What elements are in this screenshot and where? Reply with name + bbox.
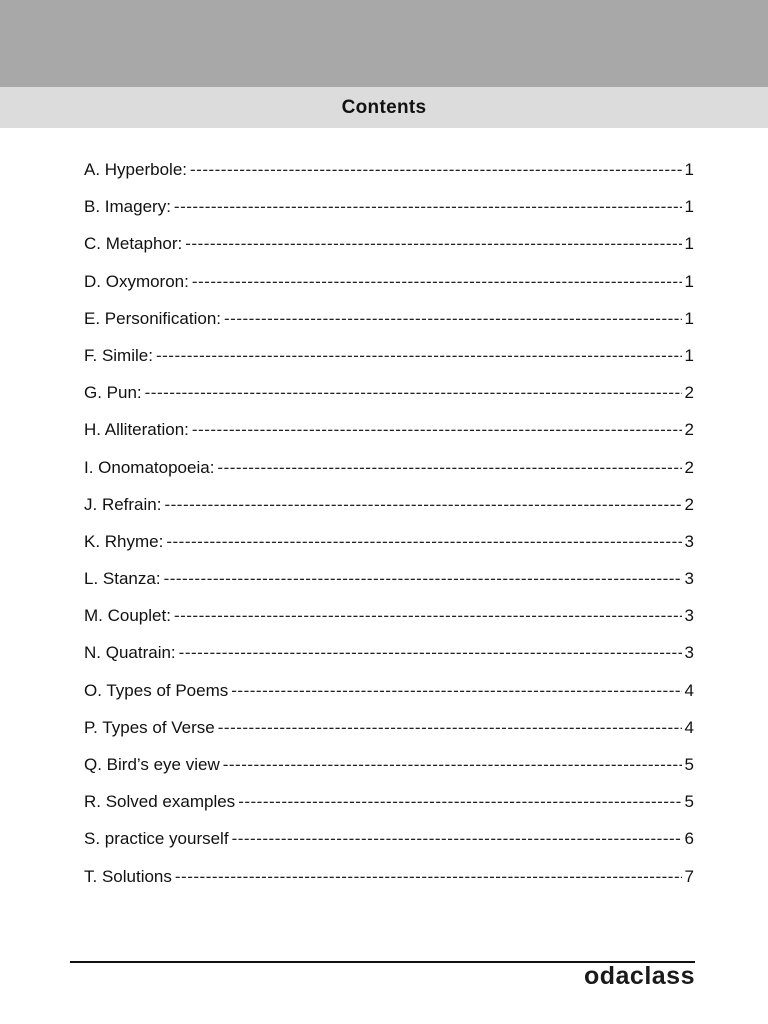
toc-entry-label: L. Stanza: (84, 569, 161, 589)
toc-entry[interactable] (84, 523, 694, 560)
toc-entry-page-number: 1 (684, 160, 694, 179)
toc-entry[interactable] (84, 263, 694, 300)
toc-entry[interactable] (84, 337, 694, 374)
toc-entry-label: D. Oxymoron: (84, 271, 189, 291)
toc-entry-label: S. practice yourself (84, 829, 229, 849)
toc-entry-label: R. Solved examples (84, 792, 236, 812)
toc-entry[interactable] (84, 858, 694, 895)
page-title: Contents (341, 96, 427, 118)
toc-entry[interactable] (84, 709, 694, 746)
toc-entry-page-number: 3 (684, 531, 694, 551)
toc-entry[interactable] (84, 820, 694, 857)
brand-logo: odaclass (583, 962, 695, 990)
toc-entry-label: F. Simile: (84, 345, 153, 365)
toc-dot-leader (145, 374, 682, 411)
toc-entry-page-number: 6 (684, 829, 694, 849)
toc-entry-page-number: 2 (684, 420, 694, 440)
toc-entry-page-number: 2 (684, 494, 694, 514)
toc-entry[interactable] (84, 188, 694, 225)
toc-entry-page-number: 5 (684, 792, 694, 812)
toc-dot-leader (179, 634, 682, 671)
toc-entry[interactable] (84, 151, 694, 188)
toc-entry-page-number: 3 (684, 606, 694, 626)
toc-entry[interactable] (84, 486, 694, 523)
toc-entry-label: Q. Bird’s eye view (84, 755, 220, 774)
toc-entry-page-number: 4 (684, 717, 694, 737)
toc-dot-leader (190, 151, 682, 188)
toc-entry[interactable] (84, 225, 694, 262)
toc-dot-leader (232, 820, 682, 857)
toc-dot-leader (185, 225, 681, 262)
toc-entry-label: K. Rhyme: (84, 531, 164, 551)
toc-dot-leader (223, 746, 682, 783)
toc-entry-page-number: 5 (684, 755, 694, 774)
toc-entry-label: B. Imagery: (84, 197, 171, 217)
toc-entry-label: P. Types of Verse (84, 717, 215, 737)
toc-entry-page-number: 1 (684, 345, 694, 365)
toc-entry[interactable] (84, 449, 694, 486)
toc-entry[interactable] (84, 634, 694, 671)
toc-entry[interactable] (84, 597, 694, 634)
toc-entry[interactable] (84, 783, 694, 820)
toc-entry-page-number: 3 (684, 643, 694, 663)
toc-entry-label: G. Pun: (84, 383, 142, 403)
toc-dot-leader (218, 709, 682, 746)
toc-entry-label: M. Couplet: (84, 606, 171, 626)
toc-entry-page-number: 7 (684, 866, 694, 886)
toc-entry-label: N. Quatrain: (84, 643, 176, 663)
toc-dot-leader (231, 672, 681, 709)
toc-entry-page-number: 2 (684, 457, 694, 477)
toc-entry-page-number: 1 (684, 197, 694, 217)
toc-dot-leader (217, 449, 681, 486)
toc-entry-page-number: 1 (684, 271, 694, 291)
toc-entry-page-number: 3 (684, 569, 694, 589)
toc-dot-leader (156, 337, 682, 374)
toc-dot-leader (166, 523, 681, 560)
toc-dot-leader (192, 411, 682, 448)
toc-dot-leader (192, 263, 682, 300)
toc-entry-page-number: 1 (684, 308, 694, 328)
toc-entry-page-number: 1 (684, 234, 694, 254)
toc-entry-label: E. Personification: (84, 308, 222, 328)
toc-entry-page-number: 4 (684, 680, 694, 700)
toc-entry-label: J. Refrain: (84, 494, 162, 514)
toc-dot-leader (164, 560, 682, 597)
toc-entry[interactable] (84, 411, 694, 448)
toc-entry-label: H. Alliteration: (84, 420, 189, 440)
toc-entry-page-number: 2 (684, 383, 694, 403)
toc-dot-leader (164, 486, 681, 523)
toc-entry[interactable] (84, 560, 694, 597)
table-of-contents (84, 151, 694, 895)
toc-entry-label: C. Metaphor: (84, 234, 183, 254)
contents-heading-band (0, 87, 768, 128)
toc-entry[interactable] (84, 672, 694, 709)
toc-entry[interactable] (84, 746, 694, 783)
toc-dot-leader (174, 188, 682, 225)
toc-entry[interactable] (84, 374, 694, 411)
header-band (0, 0, 768, 87)
toc-entry[interactable] (84, 300, 694, 337)
toc-dot-leader (224, 300, 682, 337)
toc-entry-label: A. Hyperbole: (84, 160, 187, 179)
toc-entry-label: I. Onomatopoeia: (84, 457, 215, 477)
toc-entry-label: O. Types of Poems (84, 680, 229, 700)
toc-dot-leader (238, 783, 681, 820)
toc-entry-label: T. Solutions (84, 866, 172, 886)
toc-dot-leader (175, 858, 682, 895)
toc-dot-leader (174, 597, 682, 634)
